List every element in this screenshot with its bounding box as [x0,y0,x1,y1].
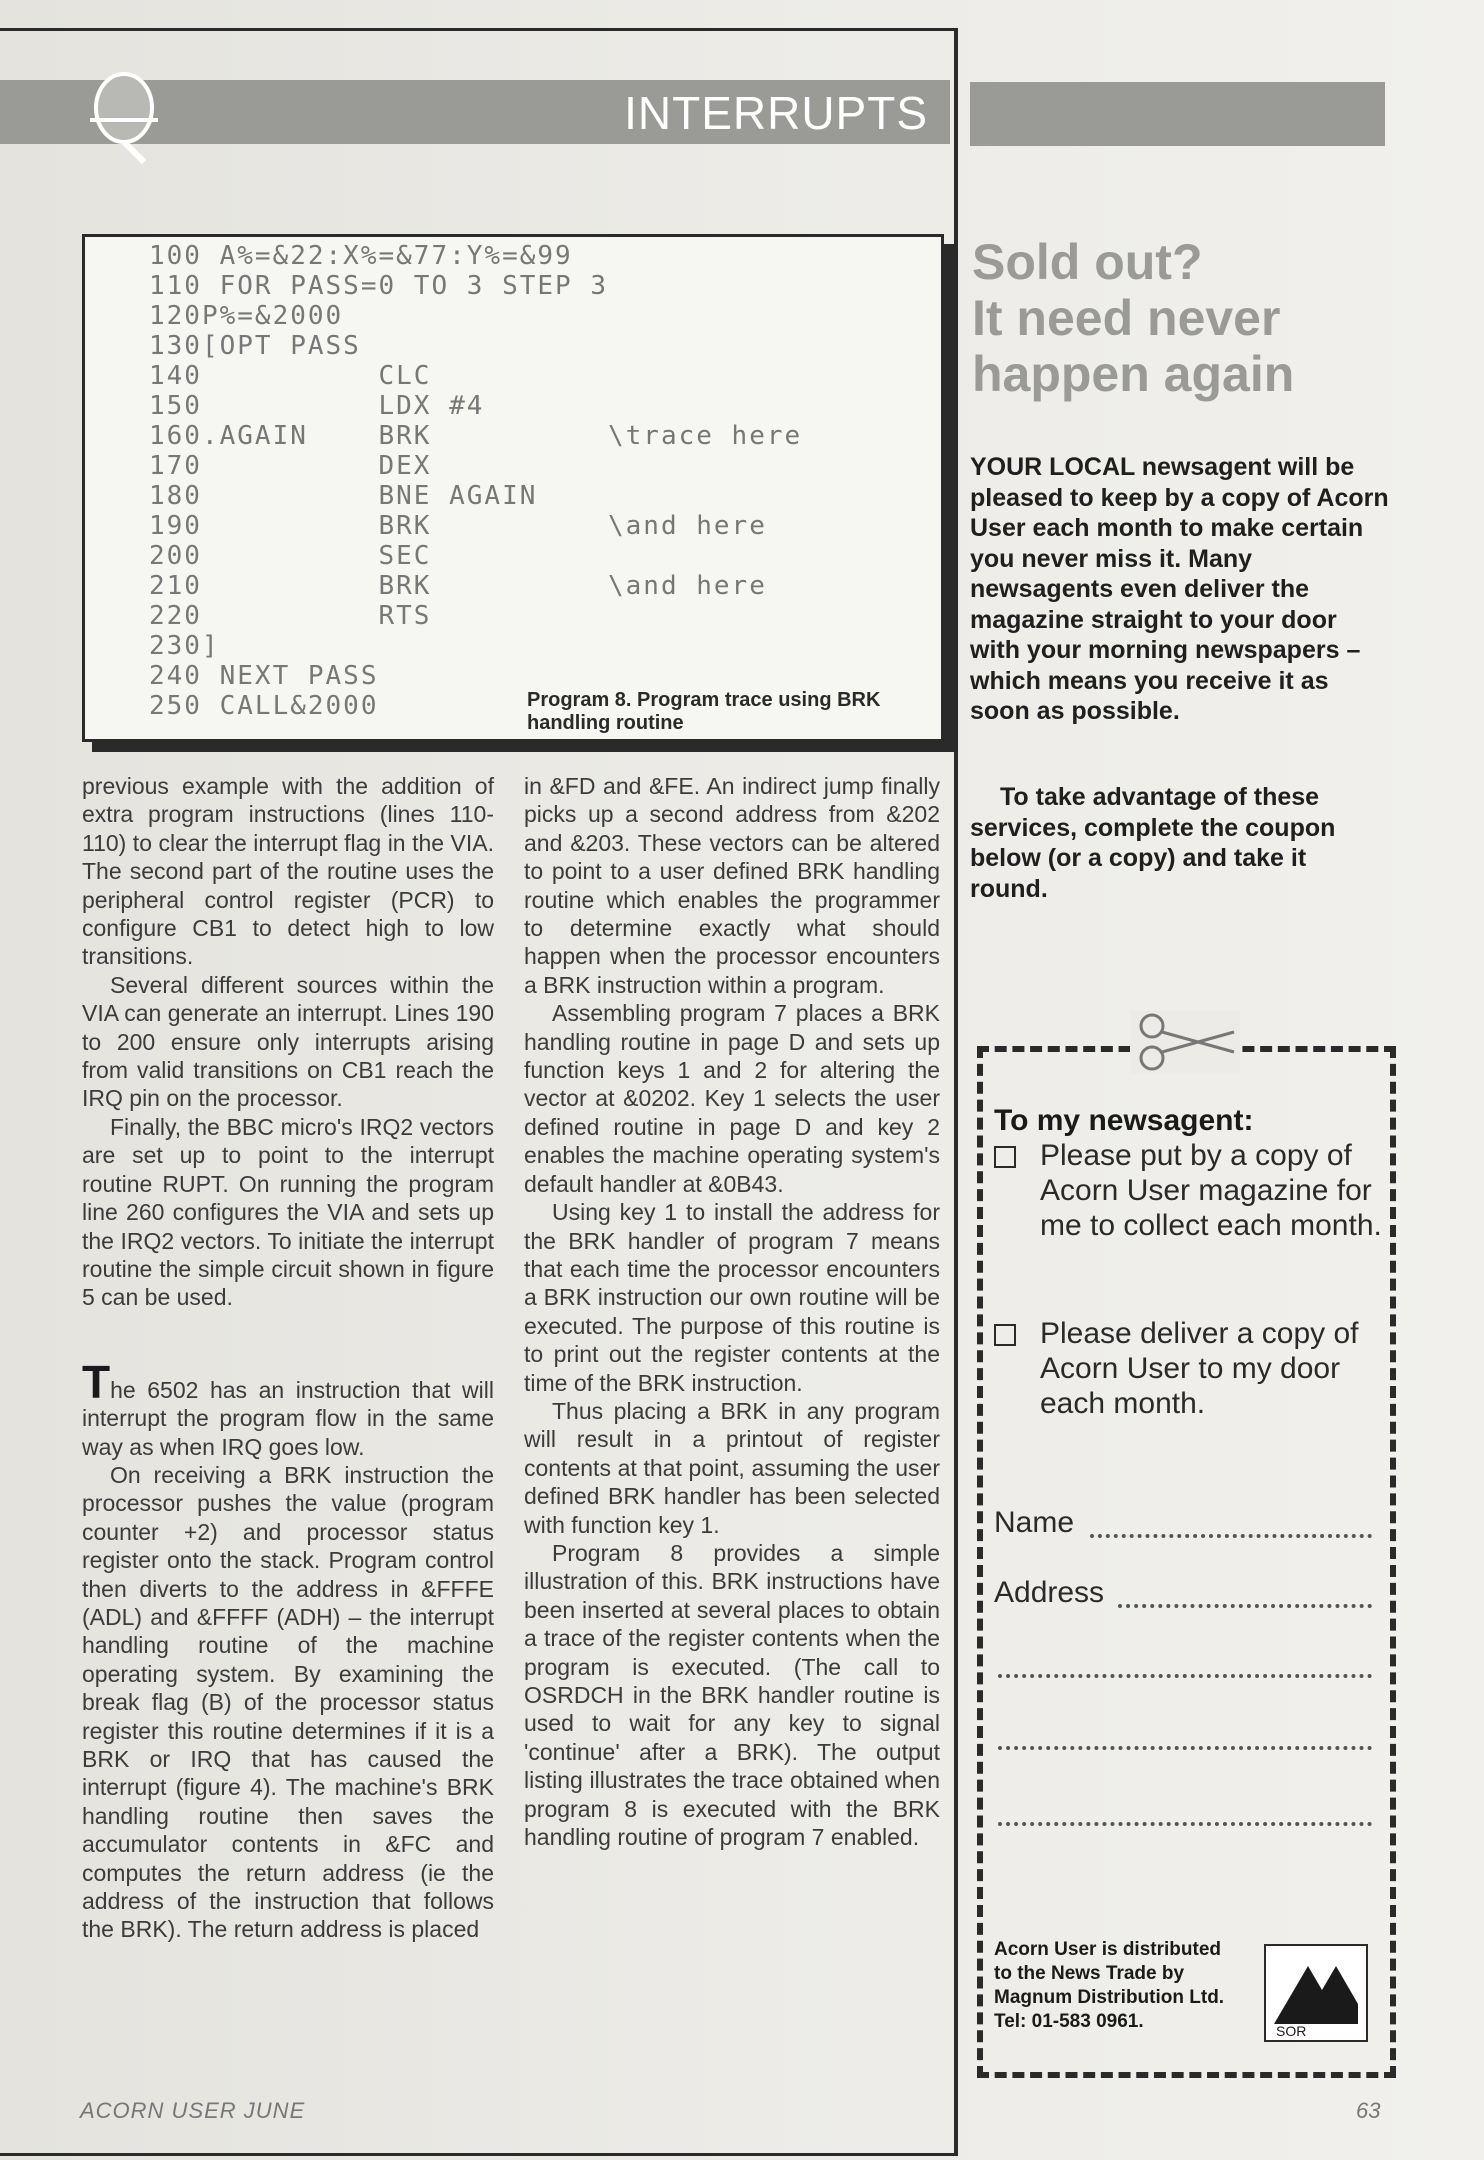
code-line: 160.AGAIN BRK \trace here [149,421,803,451]
paragraph: in &FD and &FE. An indirect jump finally picks up a second address from &202 and &203. These vectors can be altered to point to a user defined BRK handling routine which enables the programmer to determine exactly what should happen when the processor encounters a BRK instruction within a program. [524,773,940,998]
address-line [998,1818,1372,1826]
footer-magazine: ACORN USER JUNE [80,2098,306,2123]
headline-line: happen again [972,346,1295,402]
code-line: 130[OPT PASS [149,331,361,361]
paragraph: previous example with the addition of extra program instructions (lines 110-110) to clear the interrupt flag in the VIA. The second part of the routine uses the peripheral control register (PCR) to configure CB1 to detect high to low transitions. [82,773,494,970]
sor-logo-icon [1266,1946,1366,2040]
address-line [998,1742,1372,1750]
coupon-option-collect[interactable] [994,1138,1384,1243]
code-line: 240 NEXT PASS [149,661,379,691]
name-line [1090,1530,1372,1538]
program-listing [82,234,944,742]
code-line: 200 SEC [149,541,432,571]
code-line: 140 CLC [149,361,432,391]
article-column-2 [524,772,940,1851]
option-label: Please put by a copy of Acorn User magazine for me to collect each month. [1040,1139,1382,1242]
section-title: INTERRUPTS [624,87,928,139]
coupon-title: To my newsagent: [994,1104,1254,1137]
paragraph-dropcap [82,1355,494,1461]
code-line: 110 FOR PASS=0 TO 3 STEP 3 [149,271,608,301]
headline-line: Sold out? [972,234,1203,290]
code-line: 220 RTS [149,601,432,631]
address-label: Address [994,1576,1105,1609]
paragraph: Finally, the BBC micro's IRQ2 vectors are set up to point to the interrupt routine RUPT. On running the program line 260 configures the VIA and sets up the IRQ2 vectors. To initiate the interrupt routine the simple circuit shown in figure 5 can be used. [82,1113,494,1311]
distribution-note: Acorn User is distributed to the News Trade by Magnum Distribution Ltd. Tel: 01-583 0961. [994,1939,1225,2032]
option-label: Please deliver a copy of Acorn User to my door each month. [1040,1317,1359,1420]
advert-headline [972,234,1402,402]
sor-logo [1264,1944,1368,2042]
code-line: 210 BRK \and here [149,571,767,601]
checkbox[interactable] [994,1146,1016,1168]
code-line: 150 LDX #4 [149,391,485,421]
page-number: 63 [1356,2098,1381,2123]
code-line: 190 BRK \and here [149,511,767,541]
checkbox[interactable] [994,1324,1016,1346]
acorn-logo-icon [84,66,164,168]
advert-banner [970,82,1385,146]
article-column-1 [82,772,494,1944]
program-caption: Program 8. Program trace using BRK handling routine [527,689,881,734]
scissors-icon [1130,1010,1240,1074]
code-line: 100 A%=&22:X%=&77:Y%=&99 [149,241,573,271]
address-line [1118,1600,1372,1608]
advert-promo-text: YOUR LOCAL newsagent will be pleased to keep by a copy of Acorn User each month to make certain you never miss it. Many newsagents even deliver the magazine straight to your door with your morning newspapers – which means you receive it as soon as possible. [970,453,1389,725]
code-line: 230] [149,631,220,661]
paragraph: Assembling program 7 places a BRK handling routine in page D and sets up function keys 1 and 2 for altering the vector at &0202. Key 1 selects the user defined routine in page D and key 2 enables the machine operating system's default handler at &0B43. [524,1000,940,1197]
drop-cap: T [82,1355,111,1408]
advert-instructions: To take advantage of these services, complete the coupon below (or a copy) and take it round. [970,783,1336,903]
code-line: 250 CALL&2000 [149,691,379,721]
paragraph: Thus placing a BRK in any program will result in a printout of register contents at that point, assuming the user defined BRK handler has been selected with function key 1. [524,1397,940,1538]
paragraph-text: he 6502 has an instruction that will interrupt the program flow in the same way as when IRQ goes low. [82,1376,494,1460]
coupon-option-deliver[interactable] [994,1316,1384,1421]
sor-text: SOR [1276,2023,1307,2039]
code-line: 120P%=&2000 [149,301,344,331]
paragraph: Several different sources within the VIA can generate an interrupt. Lines 190 to 200 ensure only interrupts arising from valid transitions on CB1 reach the IRQ pin on the processor. [82,971,494,1112]
code-line: 180 BNE AGAIN [149,481,538,511]
paragraph: Using key 1 to install the address for the BRK handler of program 7 means that each time the processor encounters a BRK instruction our own routine will be executed. The purpose of this routine is to print out the register contents at the time of the BRK instruction. [524,1199,940,1396]
paragraph: Program 8 provides a simple illustration of this. BRK instructions have been inserted at several places to obtain a trace of the register contents when the program is executed. (The call to OSRDCH in the BRK handler routine is used to wait for any key to signal 'continue' after a BRK). The output listing illustrates the trace obtained when program 8 is executed with the BRK handling routine of program 7 enabled. [524,1539,940,1851]
address-line [998,1670,1372,1678]
name-label: Name [994,1506,1075,1539]
paragraph: On receiving a BRK instruction the processor pushes the value (program counter +2) and processor status register onto the stack. Program control then diverts to the address in &FFFE (ADL) and &FFFF (ADH) – the interrupt handling routine of the machine operating system. By examining the break flag (B) of the processor status register this routine determines if it is a BRK or IRQ that has caused the interrupt (figure 4). The machine's BRK handling routine then saves the accumulator contents in &FC and computes the return address (ie the address of the instruction that follows the BRK). The return address is placed [82,1461,494,1943]
headline-line: It need never [972,290,1281,346]
code-line: 170 DEX [149,451,432,481]
